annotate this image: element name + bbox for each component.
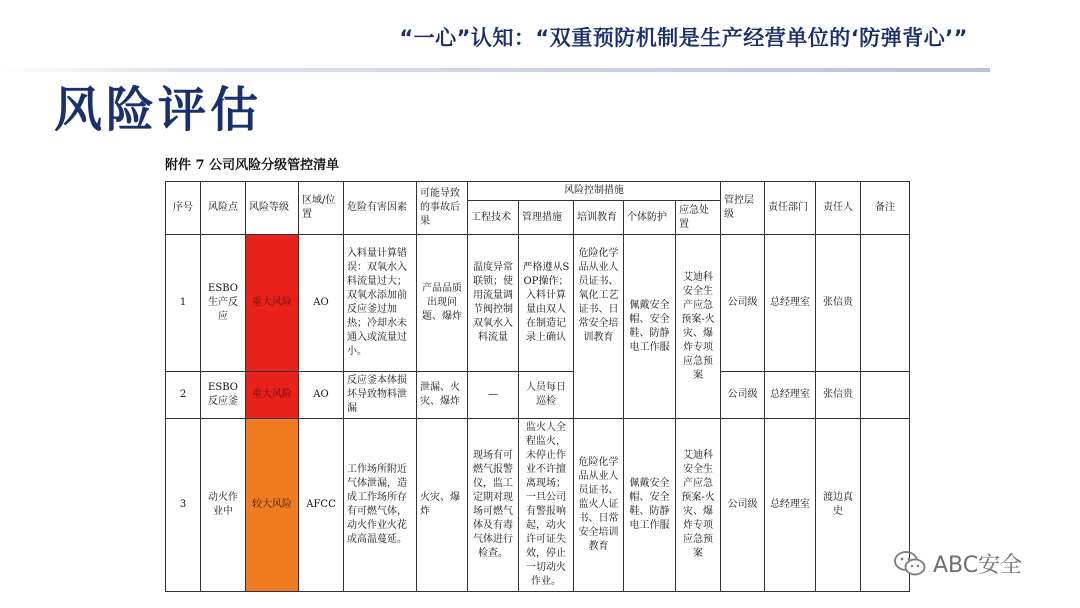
row-person: 张信贵 <box>816 235 861 372</box>
row-control-level: 公司级 <box>721 372 765 419</box>
header-training: 培训教育 <box>574 201 624 235</box>
row-training: 危险化学品从业人员证书、监火人证书、日常安全培训教育 <box>574 419 624 592</box>
risk-level-badge: 较大风险 <box>246 419 299 592</box>
row-dept: 总经理室 <box>765 235 816 372</box>
row-risk-point: ESBO反应釜 <box>201 372 246 419</box>
risk-level-badge: 重大风险 <box>246 372 299 419</box>
header-quote: “一心”认知：“双重预防机制是生产经营单位的‘防弹背心’” <box>399 26 968 50</box>
table-row <box>166 235 910 372</box>
row-no: 1 <box>166 235 201 372</box>
risk-level-badge: 重大风险 <box>246 235 299 372</box>
header-dept: 责任部门 <box>765 182 816 235</box>
table-caption: 附件 7 公司风险分级管控清单 <box>165 158 340 173</box>
row-remark <box>861 372 910 419</box>
header-engineering: 工程技术 <box>468 201 519 235</box>
watermark <box>893 548 1022 579</box>
row-emergency: 艾迪科安全生产应急预案-火灾、爆炸专项应急预案 <box>676 419 721 592</box>
row-dept: 总经理室 <box>765 372 816 419</box>
row-ppe: 佩戴安全帽、安全鞋、防静电工作服 <box>624 419 676 592</box>
row-risk-point: ESBO生产反应 <box>201 235 246 372</box>
row-person: 渡边真史 <box>816 419 861 592</box>
watermark-text: ABC安全 <box>933 553 1023 578</box>
header-ppe: 个体防护 <box>624 201 676 235</box>
page-title: 风险评估 <box>54 82 263 138</box>
row-engineering: 温度异常联锁；使用流量调节阀控制双氧水入料流量 <box>468 235 519 372</box>
row-area: AFCC <box>299 419 344 592</box>
row-engineering: 现场有可燃气报警仪，监工定期对现场可燃气体及有毒气体进行检查。 <box>468 419 519 592</box>
row-dept: 总经理室 <box>765 419 816 592</box>
row-management: 监火人全程监火，未停止作业不许擅离现场；一旦公司有警报响起，动火许可证失效，停止一切动火作业。 <box>519 419 574 592</box>
row-area: AO <box>299 235 344 372</box>
row-hazard: 反应釜本体损坏导致物料泄漏 <box>344 372 417 419</box>
row-no: 3 <box>166 419 201 592</box>
row-no: 2 <box>166 372 201 419</box>
header-no: 序号 <box>166 182 201 235</box>
row-consequence: 产品品质出现问题、爆炸 <box>417 235 468 372</box>
row-consequence: 火灾、爆炸 <box>417 419 468 592</box>
header-divider <box>0 68 990 72</box>
row-hazard: 入料量计算错误：双氧水入料流量过大；双氧水添加前反应釜过加热；冷却水未通入或流量过小。 <box>344 235 417 372</box>
header-control-level: 管控层级 <box>721 182 765 235</box>
header-risk-point: 风险点 <box>201 182 246 235</box>
table-row <box>166 372 910 419</box>
header-measures-group: 风险控制措施 <box>468 182 721 201</box>
header-management: 管理措施 <box>519 201 574 235</box>
row-hazard: 工作场所附近气体泄漏，造成工作场所存有可燃气体，动火作业火花或高温蔓延。 <box>344 419 417 592</box>
header-hazard: 危险有害因素 <box>344 182 417 235</box>
header-person: 责任人 <box>816 182 861 235</box>
row-area: AO <box>299 372 344 419</box>
row-control-level: 公司级 <box>721 419 765 592</box>
header-risk-level: 风险等级 <box>246 182 299 235</box>
header-remark: 备注 <box>861 182 910 235</box>
header-area: 区域/位置 <box>299 182 344 235</box>
row-management: 严格遵从SOP操作；入料计算量由双人在制造记录上确认 <box>519 235 574 372</box>
header-bar <box>0 22 1080 62</box>
table-row <box>166 419 910 592</box>
row-remark <box>861 235 910 372</box>
row-training: 危险化学品从业人员证书、氧化工艺证书、日常安全培训教育 <box>574 235 624 419</box>
row-consequence: 泄漏、火灾、爆炸 <box>417 372 468 419</box>
wechat-icon <box>893 550 927 578</box>
row-ppe: 佩戴安全帽、安全鞋、防静电工作服 <box>624 235 676 419</box>
row-engineering: — <box>468 372 519 419</box>
header-emergency: 应急处置 <box>676 201 721 235</box>
row-risk-point: 动火作业中 <box>201 419 246 592</box>
row-management: 人员每日巡检 <box>519 372 574 419</box>
row-person: 张信贵 <box>816 372 861 419</box>
header-consequence: 可能导致的事故后果 <box>417 182 468 235</box>
risk-control-table <box>165 181 910 592</box>
row-emergency: 艾迪科安全生产应急预案-火灾、爆炸专项应急预案 <box>676 235 721 419</box>
row-control-level: 公司级 <box>721 235 765 372</box>
